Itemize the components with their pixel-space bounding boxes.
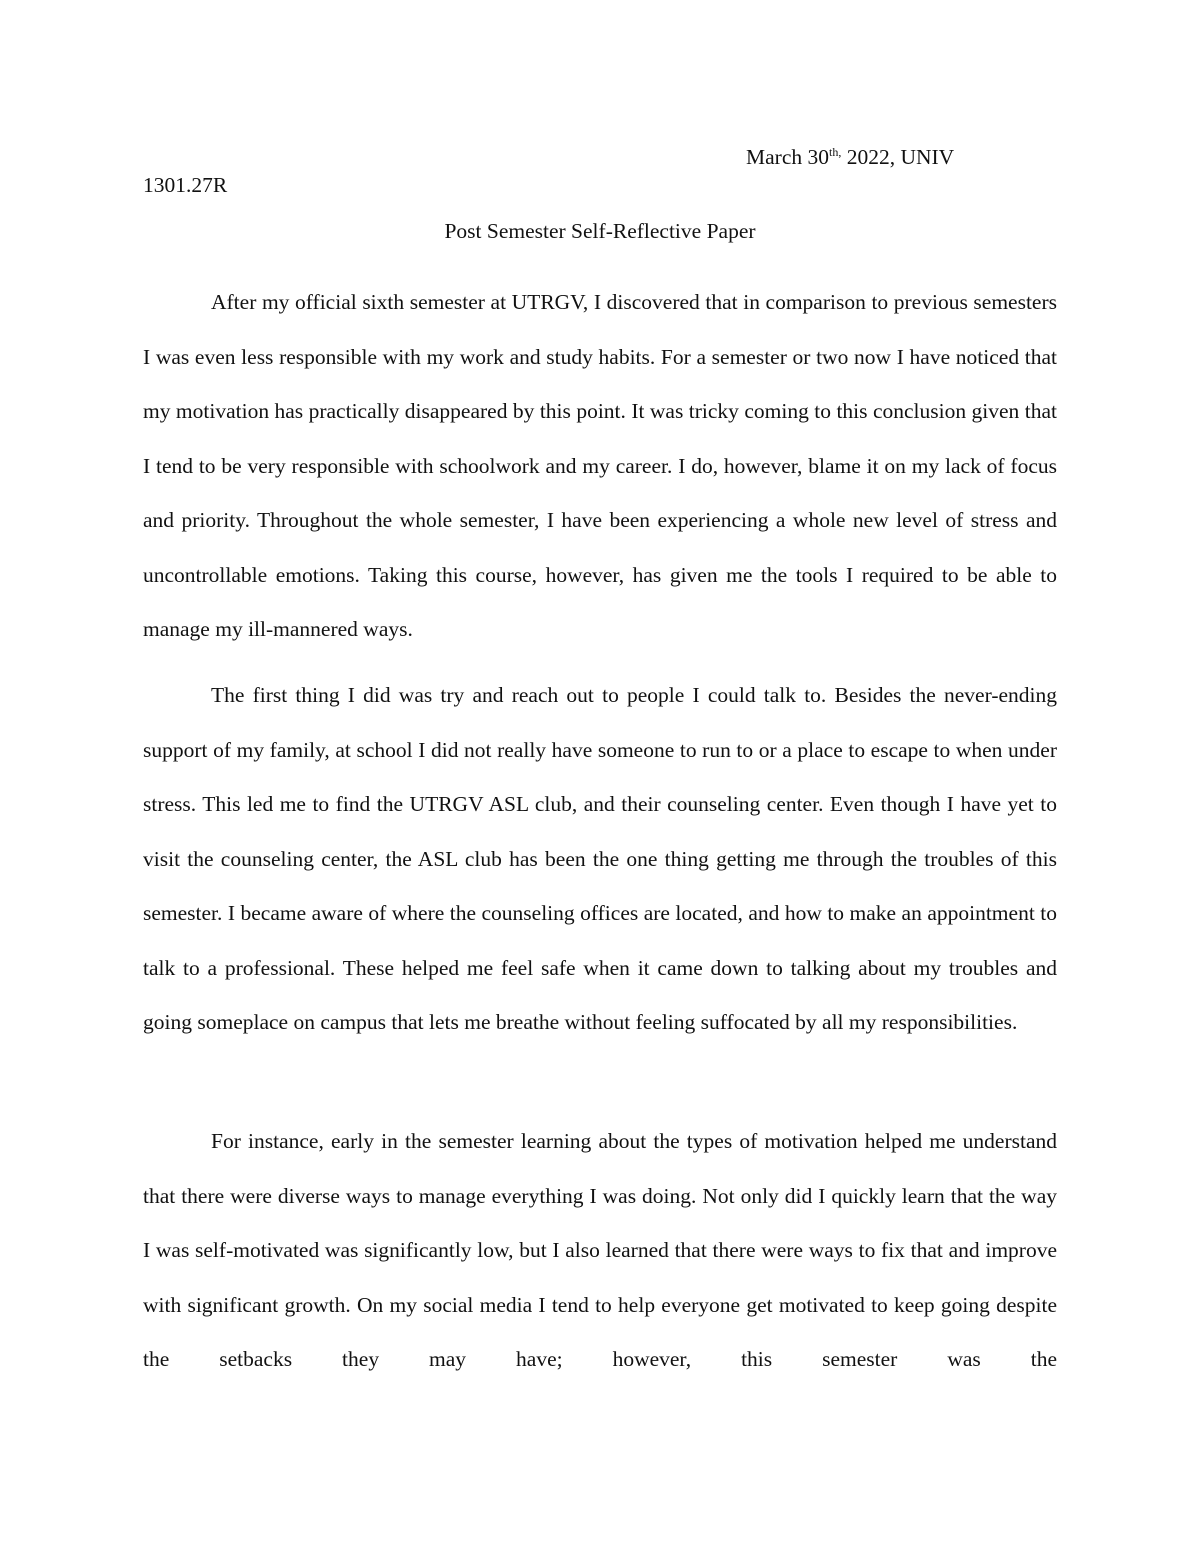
header-date-prefix: March 30 bbox=[746, 145, 829, 169]
paragraph-1: After my official sixth semester at UTRGV, I discovered that in comparison to previous semesters I was even less responsible with my work and study habits. For a semester or two now I have noticed that my motivation has practically disappeared by this point. It was tricky coming to this conclusion given that I tend to be very responsible with schoolwork and my career. I do, however, blame it on my lack of focus and priority. Throughout the whole semester, I have been experiencing a whole new level of stress and uncontrollable emotions. Taking this course, however, has given me the tools I required to be able to manage my ill-mannered ways. bbox=[143, 290, 1057, 641]
page-title: Post Semester Self-Reflective Paper bbox=[444, 219, 756, 243]
header-course-code: 1301.27R bbox=[143, 173, 228, 197]
header-date-rest: 2022, UNIV bbox=[841, 145, 955, 169]
header-date bbox=[746, 144, 955, 169]
header-date-suffix: th, bbox=[829, 144, 842, 159]
paragraph-3: For instance, early in the semester learning about the types of motivation helped me understand that there were diverse ways to manage everything I was doing. Not only did I quickly learn that the way I was self-motivated was significantly low, but I also learned that there were ways to fix that and improve with significant growth. On my social media I tend to help everyone get motivated to keep going despite the setbacks they may have; however, this semester was the bbox=[143, 1129, 1057, 1371]
paragraph-2: The first thing I did was try and reach out to people I could talk to. Besides the never-ending support of my family, at school I did not really have someone to run to or a place to escape to when under stress. This led me to find the UTRGV ASL club, and their counseling center. Even though I have yet to visit the counseling center, the ASL club has been the one thing getting me through the troubles of this semester. I became aware of where the counseling offices are located, and how to make an appointment to talk to a professional. These helped me feel safe when it came down to talking about my troubles and going someplace on campus that lets me breathe without feeling suffocated by all my responsibilities. bbox=[143, 683, 1057, 1034]
